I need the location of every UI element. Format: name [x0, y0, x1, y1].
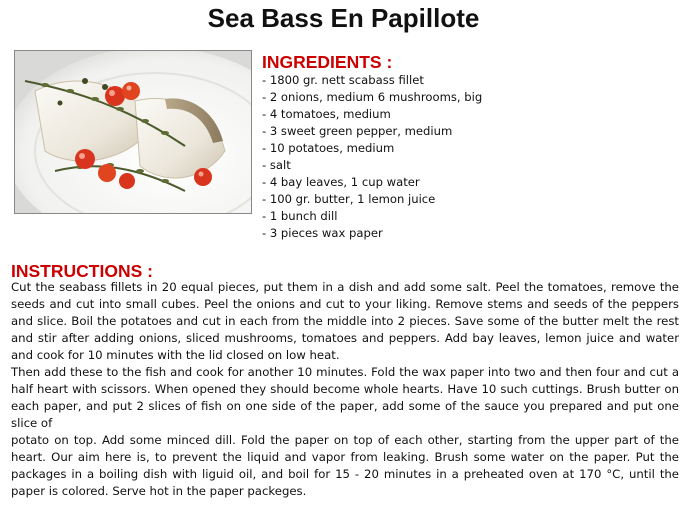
instructions-body: [11, 279, 679, 500]
instruction-paragraph: Then add these to the fish and cook for another 10 minutes. Fold the wax paper into two and then four and cut a half heart with scissors. When opened they should become whole hearts. Have 10 such cuttings. Brush butter on each paper, and put 2 slices of fish on one side of the paper, add some of the sauce you prepared and put one slice of: [11, 365, 679, 430]
ingredient-item: - 2 onions, medium 6 mushrooms, big: [262, 90, 483, 104]
dish-photo-icon: [15, 51, 251, 213]
ingredients-heading: INGREDIENTS :: [262, 52, 393, 72]
recipe-title: Sea Bass En Papillote: [207, 3, 480, 33]
ingredient-item: - 10 potatoes, medium: [262, 141, 395, 155]
ingredient-item: - 4 tomatoes, medium: [262, 107, 391, 121]
instruction-paragraph: Cut the seabass fillets in 20 equal pieces, put them in a dish and add some salt. Peel the tomatoes, remove the seeds and cut into small cubes. Peel the onions and cut to your liking. Remove stems and seeds of the peppers and slice. Boil the potatoes and cut in each from the middle into 2 pieces. Save some of the butter melt the rest and stir after adding onions, sliced mushrooms, tomatoes and peppers. Add bay leaves, lemon juice and water and cook for 10 minutes with the lid closed on low heat.: [11, 280, 679, 362]
ingredient-item: - 1800 gr. nett scabass fillet: [262, 73, 424, 87]
ingredient-item: - 100 gr. butter, 1 lemon juice: [262, 192, 436, 206]
instructions-heading: INSTRUCTIONS :: [11, 261, 153, 281]
ingredient-item: - salt: [262, 158, 291, 172]
ingredient-item: - 3 pieces wax paper: [262, 226, 383, 240]
ingredient-item: - 4 bay leaves, 1 cup water: [262, 175, 420, 189]
ingredient-item: - 3 sweet green pepper, medium: [262, 124, 453, 138]
instruction-paragraph: potato on top. Add some minced dill. Fold the paper on top of each other, starting from the upper part of the heart. Our aim here is, to prevent the liquid and vapor from leaking. Brush some water on the paper. Put the packages in a boiling dish with liguid oil, and boil for 15 - 20 minutes in a preheated oven at 170 °C, until the paper is colored. Serve hot in the paper packeges.: [11, 433, 679, 498]
ingredients-list: [262, 72, 482, 242]
ingredient-item: - 1 bunch dill: [262, 209, 338, 223]
sea-bass-dish-photo: [14, 50, 252, 214]
